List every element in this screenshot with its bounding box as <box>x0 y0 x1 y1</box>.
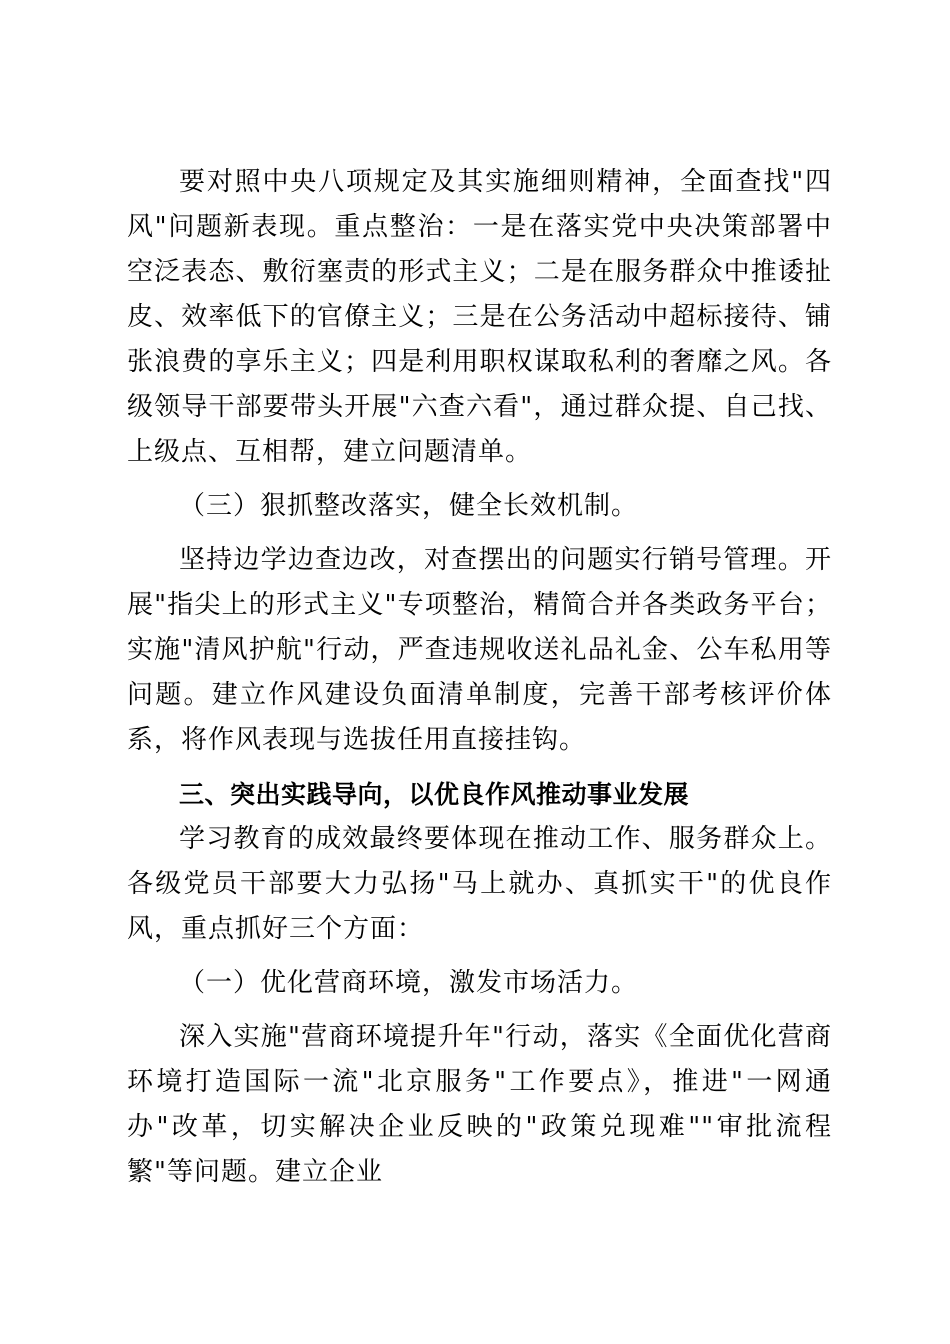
subheading-business-environment: （一）优化营商环境，激发市场活力。 <box>179 968 639 998</box>
subheading-rectification: （三）狠抓整改落实，健全长效机制。 <box>179 491 639 521</box>
paragraph-business-environment: 深入实施"营商环境提升年"行动，落实《全面优化营商环境打造国际一流"北京服务"工作要点》，推进"一网通办"改革，切实解决企业反映的"政策兑现难""审批流程繁"等问题。建立企业 <box>127 1022 832 1187</box>
paragraph-rectification-measures: 坚持边学边查边改，对查摆出的问题实行销号管理。开展"指尖上的形式主义"专项整治，精简合并各类政务平台；实施"清风护航"行动，严查违规收送礼品礼金、公车私用等问题。建立作风建设负面清单制度，完善干部考核评价体系，将作风表现与选拔任用直接挂钩。 <box>127 545 832 755</box>
paragraph-four-winds-issues: 要对照中央八项规定及其实施细则精神，全面查找"四风"问题新表现。重点整治：一是在落实党中央决策部署中空泛表态、敷衍塞责的形式主义；二是在服务群众中推诿扯皮、效率低下的官僚主义；三是在公务活动中超标接待、铺张浪费的享乐主义；四是利用职权谋取私利的奢靡之风。各级领导干部要带头开展"六查六看"，通过群众提、自己找、上级点、互相帮，建立问题清单。 <box>127 167 832 467</box>
document-body <box>127 160 832 1195</box>
section-heading-three: 三、突出实践导向，以优良作风推动事业发展 <box>179 780 690 809</box>
paragraph-practice-orientation: 学习教育的成效最终要体现在推动工作、服务群众上。各级党员干部要大力弘扬"马上就办、真抓实干"的优良作风，重点抓好三个方面： <box>127 824 832 944</box>
